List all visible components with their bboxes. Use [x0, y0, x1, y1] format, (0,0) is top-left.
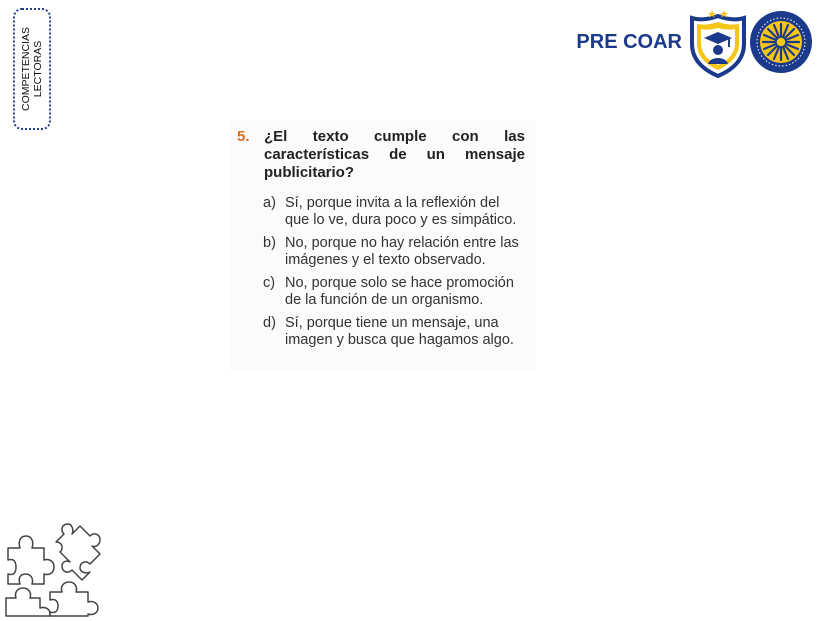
- option-text: Sí, porque tiene un mensaje, una imagen y busca que hagamos algo.: [285, 315, 514, 348]
- tag-line-1: COMPETENCIAS: [20, 26, 33, 112]
- round-seal-icon: [748, 9, 814, 75]
- competencias-tag: [13, 8, 51, 130]
- option-letter: a): [263, 195, 276, 211]
- option-letter: d): [263, 315, 276, 331]
- option-letter: b): [263, 235, 276, 251]
- answer-options: [263, 195, 525, 355]
- option-b[interactable]: [263, 235, 525, 269]
- question-header: [237, 128, 525, 182]
- option-d[interactable]: [263, 315, 525, 349]
- option-text: No, porque no hay relación entre las imágenes y el texto observado.: [285, 235, 519, 268]
- option-text: No, porque solo se hace promoción de la función de un organismo.: [285, 275, 514, 308]
- brand-title: PRE COAR: [576, 30, 682, 53]
- question-card: [230, 120, 536, 370]
- puzzle-pieces-icon: [4, 522, 108, 618]
- tag-line-2: LECTORAS: [32, 40, 45, 98]
- question-number: 5.: [237, 128, 250, 145]
- brand-header: [576, 6, 814, 78]
- option-c[interactable]: [263, 275, 525, 309]
- option-text: Sí, porque invita a la reflexión del que lo ve, dura poco y es simpático.: [285, 195, 517, 228]
- competencias-tag-text: [20, 27, 44, 111]
- option-a[interactable]: [263, 195, 525, 229]
- option-letter: c): [263, 275, 276, 291]
- question-text: ¿El texto cumple con las características de un mensaje publicitario?: [264, 128, 525, 181]
- graduate-shield-icon: [688, 6, 748, 78]
